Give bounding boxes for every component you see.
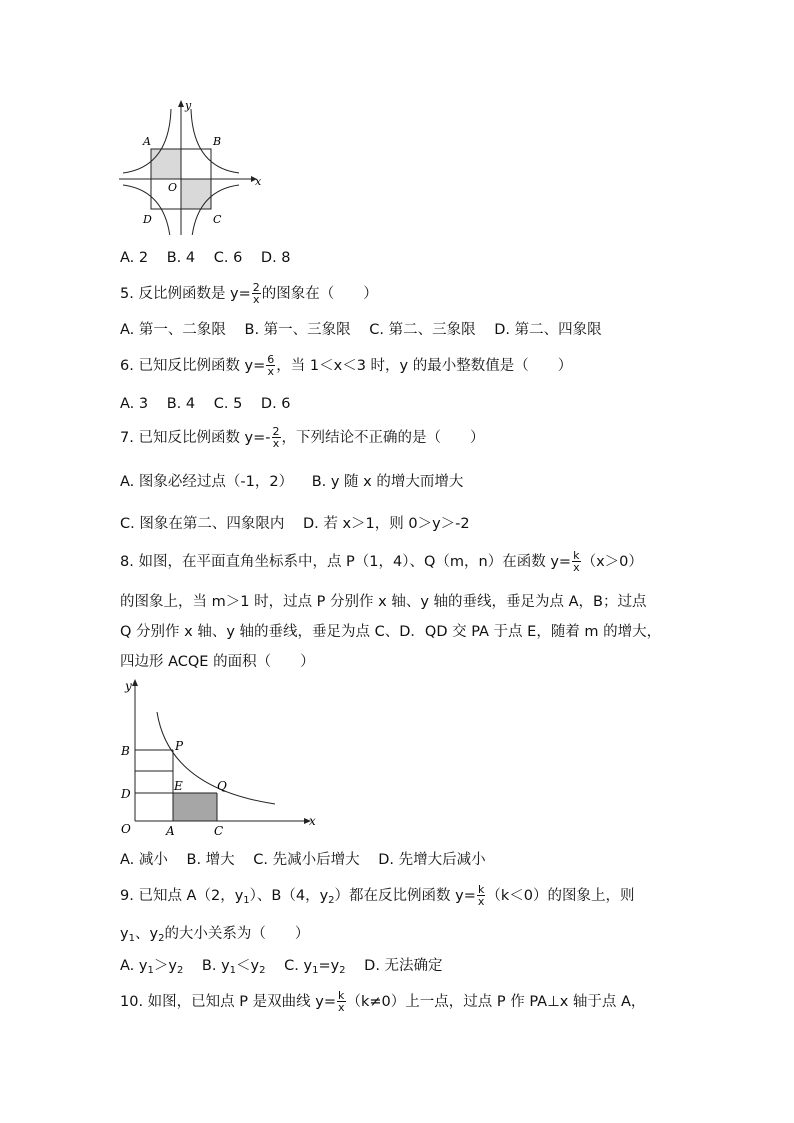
label-B: B (213, 135, 222, 148)
q5-suffix: 的图象在（ ） (261, 285, 378, 302)
q6-options (120, 394, 291, 414)
q7-options-row2 (120, 514, 470, 534)
question-5 (120, 282, 378, 305)
q5-prefix: 5. 反比例函数是 y= (120, 285, 251, 302)
q7-option-b: B. y 随 x 的增大而增大 (311, 474, 464, 490)
q6-option-a: A. 3 (120, 396, 149, 412)
q7-prefix: 7. 已知反比例函数 y=- (120, 429, 271, 446)
label-y: y (185, 99, 192, 112)
label-B: B (121, 744, 130, 758)
question-8-line2: 的图象上，当 m＞1 时，过点 P 分别作 x 轴、y 轴的垂线，垂足为点 A，B；过点 (120, 594, 647, 610)
q7-fraction: $\frac{2}{x}$ (272, 425, 280, 450)
label-x: x (255, 175, 262, 188)
q9-option-d: D. 无法确定 (364, 958, 443, 974)
question-8-line4: 四边形 ACQE 的面积（ ） (120, 654, 315, 670)
q9-option-b: B. y1＜y2 (201, 958, 266, 976)
question-8-line1 (120, 550, 643, 573)
q4-option-a: A. 2 (120, 250, 149, 266)
q5-options (120, 320, 602, 340)
q7-option-d: D. 若 x＞1，则 0＞y＞-2 (302, 516, 470, 532)
q9-option-c: C. y1=y2 (284, 958, 346, 976)
label-O: O (168, 181, 178, 194)
label-P: P (175, 739, 184, 753)
q6-prefix: 6. 已知反比例函数 y= (120, 357, 266, 374)
q6-fraction: $\frac{6}{x}$ (267, 353, 275, 378)
label-A: A (143, 135, 151, 148)
label-D: D (121, 787, 131, 801)
figure-hyperbola-squares (115, 95, 275, 235)
q8-option-a: A. 减小 (120, 852, 168, 868)
q8-option-b: B. 增大 (186, 852, 235, 868)
q6-option-b: B. 4 (166, 396, 196, 412)
question-6 (120, 354, 572, 377)
q7-suffix: ，下列结论不正确的是（ ） (281, 429, 485, 446)
label-y: y (125, 679, 132, 693)
q9-options (120, 956, 443, 981)
question-9-line1: 9. 已知点 A（2，y1）、B（4，y2）都在反比例函数 y= $\frac{k}{x}$ （k＜0）的图象上，则 (120, 883, 635, 908)
q4-option-c: C. 6 (213, 250, 243, 266)
q8-option-c: C. 先减小后增大 (253, 852, 360, 868)
q6-suffix: ，当 1＜x＜3 时，y 的最小整数值是（ ） (276, 357, 573, 374)
q4-options (120, 248, 291, 268)
q8-prefix: 8. 如图，在平面直角坐标系中，点 P（1，4）、Q（m，n）在函数 y= (120, 553, 572, 570)
q5-fraction: $\frac{2}{x}$ (252, 281, 260, 306)
label-x: x (309, 814, 316, 828)
q8-fraction: $\frac{k}{x}$ (573, 549, 580, 574)
label-O: O (121, 822, 131, 836)
q5-option-a: A. 第一、二象限 (120, 322, 226, 338)
label-C: C (213, 213, 222, 226)
label-E: E (174, 779, 183, 793)
q8-suffix: （x＞0） (581, 553, 643, 570)
q4-option-d: D. 8 (260, 250, 291, 266)
q8-options (120, 850, 486, 870)
hyperbola-branch-bottom-left (123, 185, 171, 235)
q7-options-row1 (120, 472, 463, 492)
question-9-line2: y1、y2的大小关系为（ ） (120, 926, 310, 944)
q6-option-c: C. 5 (213, 396, 243, 412)
q10-fraction: $\frac{k}{x}$ (337, 989, 345, 1014)
q5-option-c: C. 第二、三象限 (369, 322, 476, 338)
q7-option-c: C. 图象在第二、四象限内 (120, 516, 285, 532)
figure-acqe (115, 678, 325, 838)
label-A: A (166, 824, 175, 838)
q7-option-a: A. 图象必经过点（-1，2） (120, 474, 294, 490)
shaded-square-bottom-right (181, 179, 211, 209)
q5-option-b: B. 第一、三象限 (244, 322, 351, 338)
q4-option-b: B. 4 (166, 250, 196, 266)
q8-option-d: D. 先增大后减小 (378, 852, 486, 868)
label-Q: Q (217, 779, 227, 793)
question-8-line3: Q 分别作 x 轴、y 轴的垂线，垂足为点 C、D．QD 交 PA 于点 E，随着 m 的增大， (120, 624, 662, 640)
y-axis-arrow (132, 679, 138, 686)
q9-option-a: A. y1＞y2 (120, 958, 184, 976)
shaded-square-top-left (151, 149, 181, 179)
shaded-rect-acqe (173, 793, 217, 821)
question-7 (120, 426, 485, 449)
q9-fraction: $\frac{k}{x}$ (477, 883, 485, 908)
q6-option-d: D. 6 (260, 396, 291, 412)
question-10-line1: 10. 如图，已知点 P 是双曲线 y= $\frac{k}{x}$ （k≠0）上一点，过点 P 作 PA⊥x 轴于点 A， (120, 989, 646, 1014)
label-D: D (143, 213, 152, 226)
q5-option-d: D. 第二、四象限 (494, 322, 602, 338)
label-C: C (214, 824, 224, 838)
y-axis-arrow (178, 100, 184, 107)
